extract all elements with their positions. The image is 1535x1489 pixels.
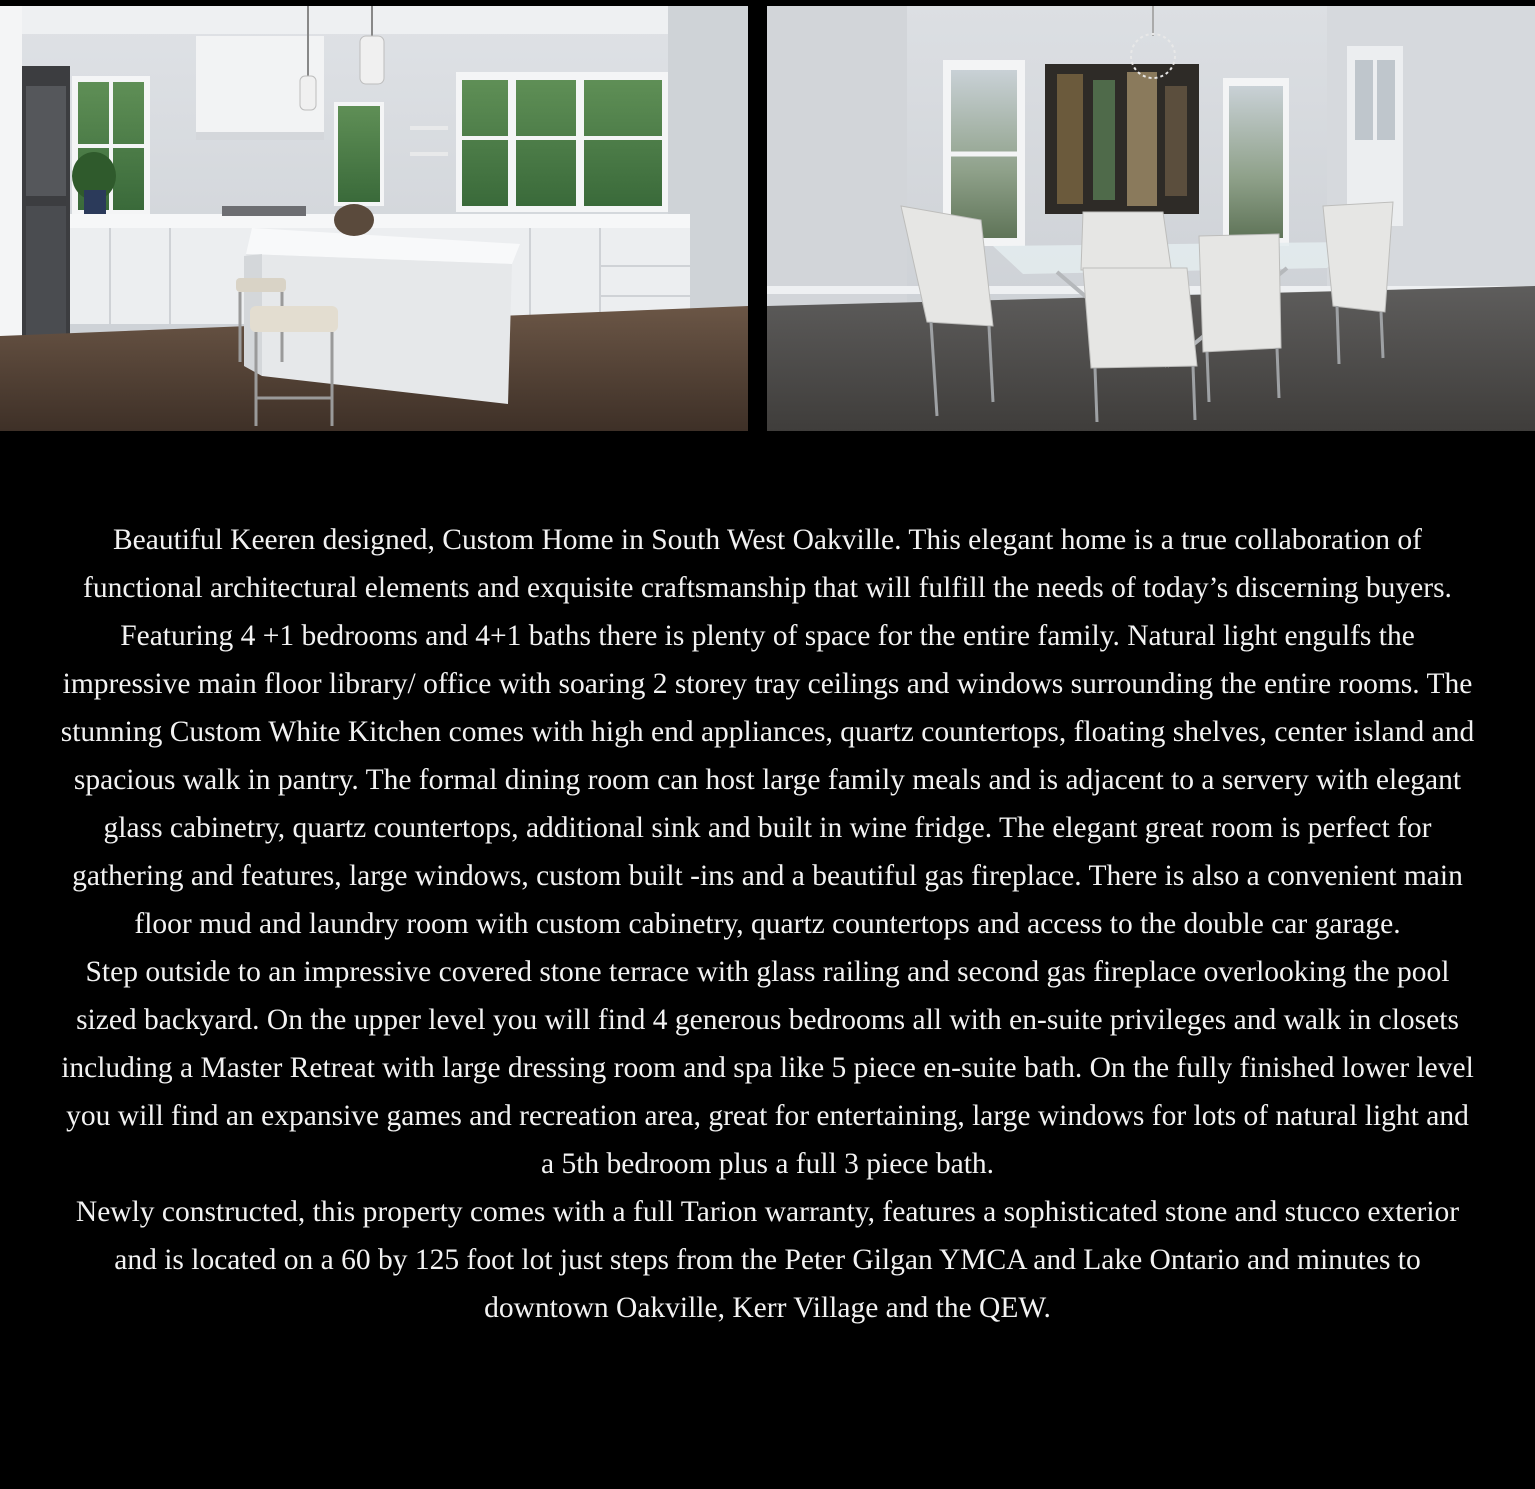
dining-room-photo [767,6,1535,431]
kitchen-illustration [0,6,748,431]
kitchen-photo [0,6,748,431]
property-description [60,516,1475,1332]
description-paragraph-outdoor-and-levels: Step outside to an impressive covered stone terrace with glass railing and second gas fireplace overlooking the pool sized backyard. On the upper level you will find 4 generous bedrooms all with en-suite privileges and walk in closets including a Master Retreat with large dressing room and spa like 5 piece en-suite bath. On the fully finished lower level you will find an expansive games and recreation area, great for entertaining, large windows for lots of natural light and a 5th bedroom plus a full 3 piece bath. [61,956,1474,1180]
description-paragraph-construction-and-location: Newly constructed, this property comes with a full Tarion warranty, features a sophisticated stone and stucco exterior and is located on a 60 by 125 foot lot just steps from the Peter Gilgan YMCA and Lake Ontario and minutes to downtown Oakville, Kerr Village and the QEW. [75,1196,1460,1324]
description-paragraph-interior: Beautiful Keeren designed, Custom Home in South West Oakville. This elegant home is a true collaboration of functional architectural elements and exquisite craftsmanship that will fulfill the needs of today’s discerning buyers. Featuring 4 +1 bedrooms and 4+1 baths there is plenty of space for the entire family. Natural light engulfs the impressive main floor library/ office with soaring 2 storey tray ceilings and windows surrounding the entire rooms. The stunning Custom White Kitchen comes with high end appliances, quartz countertops, floating shelves, center island and spacious walk in pantry. The formal dining room can host large family meals and is adjacent to a servery with elegant glass cabinetry, quartz countertops, additional sink and built in wine fridge. The elegant great room is perfect for gathering and features, large windows, custom built -ins and a beautiful gas fireplace. There is also a convenient main floor mud and laundry room with custom cabinetry, quartz countertops and access to the double car garage. [60,524,1475,940]
dining-room-illustration [767,6,1535,431]
